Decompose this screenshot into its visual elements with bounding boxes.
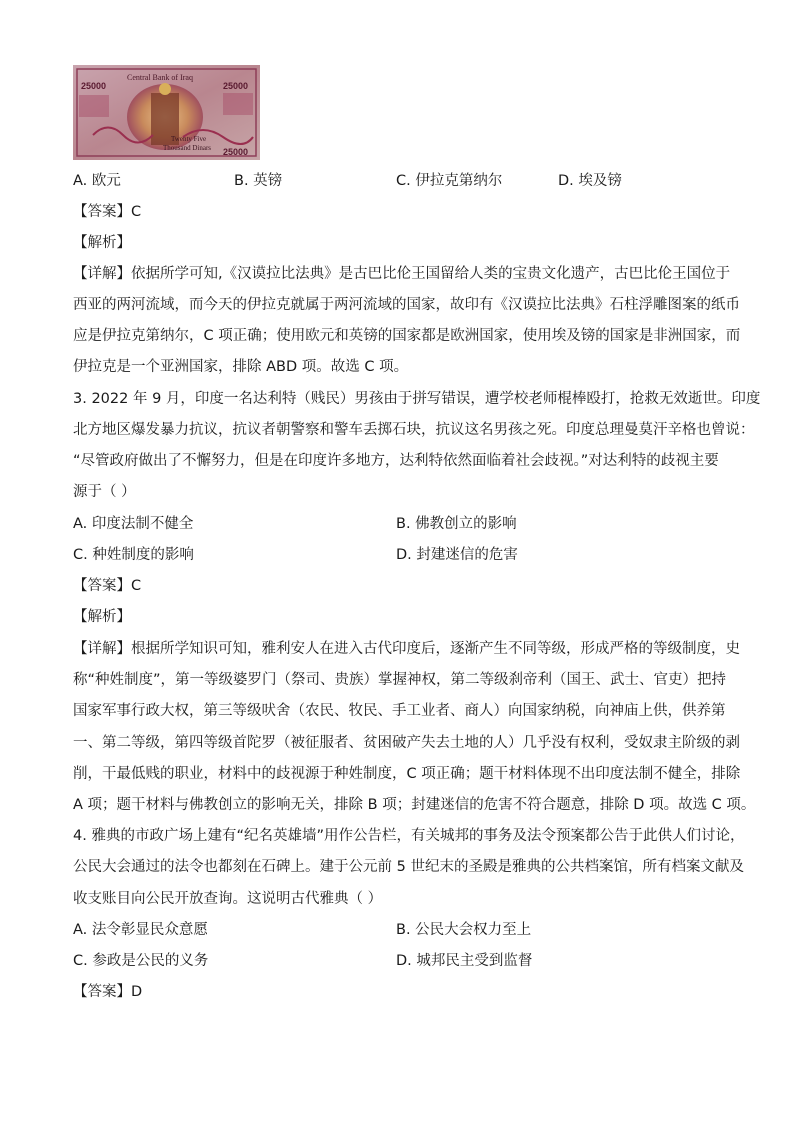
- q2-answer: 【答案】C: [73, 204, 142, 220]
- q2-analysis-label-text: 解析: [87, 235, 117, 251]
- q3-option-d: D. 封建迷信的危害: [396, 547, 518, 563]
- q3-answer: 【答案】C: [73, 578, 142, 594]
- q3-stem-line: “尽管政府做出了不懈努力，但是在印度许多地方，达利特依然面临着社会歧视。”对达利特的歧视主要: [73, 453, 719, 469]
- q3-stem-line: 北方地区爆发暴力抗议，抗议者朝警察和警车丢掷石块，抗议这名男孩之死。印度总理曼莫汗辛格也曾说：: [73, 422, 755, 438]
- q2-analysis-label: 【解析】: [73, 235, 131, 251]
- q2-detail-line: 伊拉克是一个亚洲国家，排除 ABD 项。故选 C 项。: [73, 359, 409, 375]
- q3-option-c: C. 种姓制度的影响: [73, 547, 194, 563]
- banknote-denomination-bottom-right: 25000: [223, 147, 249, 157]
- q2-option-a: A. 欧元: [73, 173, 121, 189]
- q3-option-b: B. 佛教创立的影响: [396, 516, 517, 532]
- q4-stem-line: 公民大会通过的法令也都刻在石碑上。建于公元前 5 世纪末的圣殿是雅典的公共档案馆，所有档案文献及: [73, 859, 744, 875]
- q3-analysis-label: 【解析】: [73, 609, 131, 625]
- banknote-amount-words-2: Thousand Dinars: [163, 144, 212, 152]
- q4-option-c: C. 参政是公民的义务: [73, 953, 209, 969]
- q4-option-a: A. 法令彰显民众意愿: [73, 922, 208, 938]
- q4-option-d: D. 城邦民主受到监督: [396, 953, 533, 969]
- q3-detail-line: A 项；题干材料与佛教创立的影响无关，排除 B 项；封建迷信的危害不符合题意，排除 D 项。故选 C 项。: [73, 797, 756, 813]
- q3-detail-line: 削，干最低贱的职业，材料中的歧视源于种姓制度，C 项正确；题干材料体现不出印度法制不健全，排除: [73, 766, 741, 782]
- q4-answer: 【答案】D: [73, 984, 143, 1000]
- q3-detail-line: 【详解】根据所学知识可知，雅利安人在进入古代印度后，逐渐产生不同等级，形成严格的等级制度，史: [73, 641, 740, 657]
- q4-stem-line: 4. 雅典的市政广场上建有“纪名英雄墙”用作公告栏，有关城邦的事务及法令预案都公告于此供人们讨论，: [73, 828, 745, 844]
- q2-option-d: D. 埃及镑: [558, 173, 622, 189]
- banknote-denomination-top-right: 25000: [223, 81, 249, 91]
- q3-detail-line: 一、第二等级，第四等级首陀罗（被征服者、贫困破产失去土地的人）几乎没有权利，受奴隶主阶级的剥: [73, 735, 740, 751]
- banknote-denomination-top-left: 25000: [81, 81, 107, 91]
- iraqi-dinar-banknote-image: [73, 65, 260, 160]
- q2-detail-line: 应是伊拉克第纳尔，C 项正确；使用欧元和英镑的国家都是欧洲国家，使用埃及镑的国家是非洲国家，而: [73, 328, 741, 344]
- q2-detail-line: 【详解】依据所学可知,《汉谟拉比法典》是古巴比伦王国留给人类的宝贵文化遗产，古巴比伦王国位于: [73, 266, 731, 282]
- q4-stem-line: 收支账目向公民开放查询。这说明古代雅典（ ）: [73, 891, 383, 907]
- q2-option-c: C. 伊拉克第纳尔: [396, 173, 503, 189]
- q3-option-a: A. 印度法制不健全: [73, 516, 194, 532]
- q3-analysis-label-text: 解析: [87, 609, 117, 625]
- q2-option-b: B. 英镑: [234, 173, 283, 189]
- banknote-bank-name: Central Bank of Iraq: [127, 73, 193, 82]
- banknote-amount-words-1: Twenty Five: [171, 135, 207, 143]
- q3-stem-line: 源于（ ）: [73, 484, 136, 500]
- q3-stem-line: 3. 2022 年 9 月，印度一名达利特（贱民）男孩由于拼写错误，遭学校老师棍棒殴打，抢救无效逝世。印度: [73, 391, 761, 407]
- q3-detail-line: 称“种姓制度”，第一等级婆罗门（祭司、贵族）掌握神权，第二等级刹帝利（国王、武士、官吏）把持: [73, 672, 727, 688]
- q2-detail-line: 西亚的两河流域，而今天的伊拉克就属于两河流域的国家，故印有《汉谟拉比法典》石柱浮雕图案的纸币: [73, 297, 740, 313]
- q3-detail-line: 国家军事行政大权，第三等级吠舍（农民、牧民、手工业者、商人）向国家纳税，向神庙上供，供养第: [73, 703, 726, 719]
- q4-option-b: B. 公民大会权力至上: [396, 922, 532, 938]
